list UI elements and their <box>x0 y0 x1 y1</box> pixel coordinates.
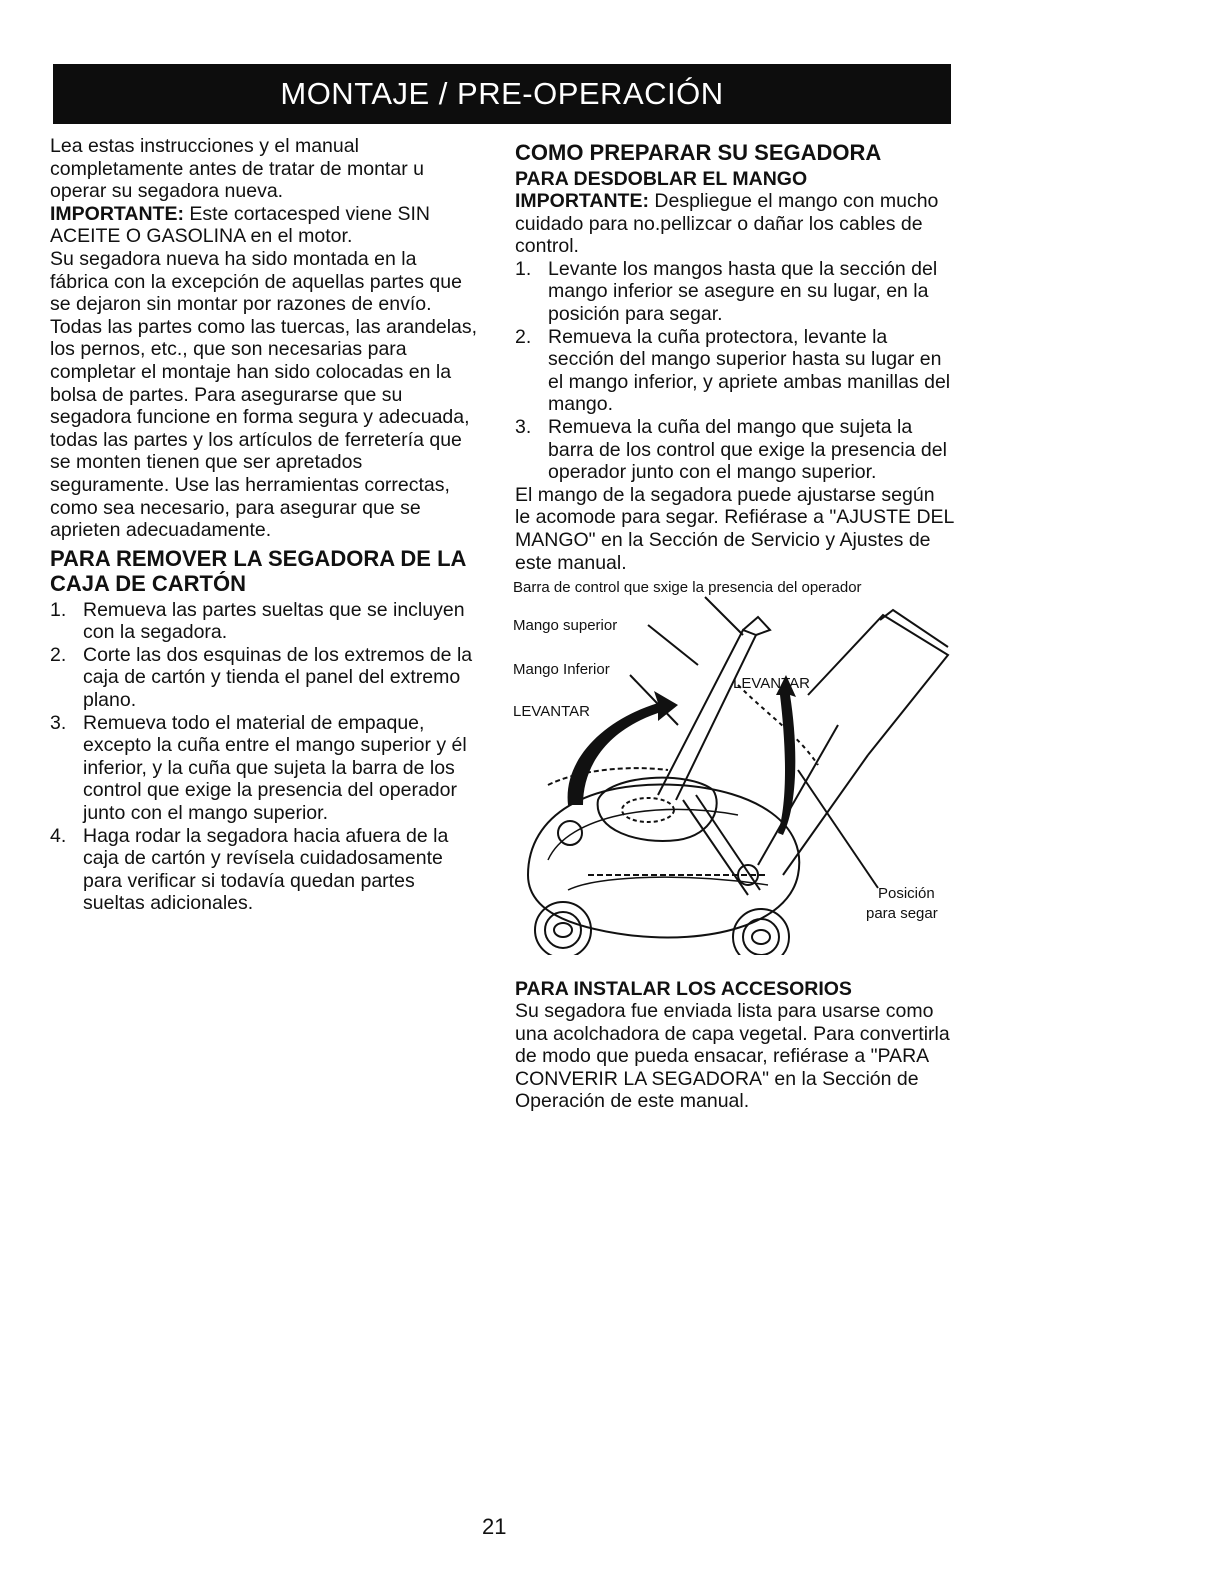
unfold-steps-list <box>515 258 955 484</box>
wheel-rear <box>733 909 789 955</box>
body-paragraph: Su segadora nueva ha sido montada en la fábrica con la excepción de aquellas partes que se dejaron sin montar por razones de envío. Todas las partes como las tuercas, las arandelas, los pernos, etc., que son necesarias para completar el montaje han sido colocadas en la bolsa de partes. Para asegurarse que su segadora funcione en forma segura y adecuada, todas las partes y los artículos de ferretería que se monten tienen que ser apretados seguramente. Use las herramientas correctas, como sea necesario, para asegurar que se aprieten adecuadamente. <box>50 247 478 542</box>
important-text-right: Despliegue el mango con mucho cuidado para no.pellizcar o dañar los cables de control. <box>515 190 939 258</box>
intro-paragraph: Lea estas instrucciones y el manual completamente antes de tratar de montar u operar su segadora nueva. <box>50 135 424 203</box>
unfold-subheading: PARA DESDOBLAR EL MANGO <box>515 168 808 190</box>
section-title: MONTAJE / PRE-OPERACIÓN <box>280 76 724 111</box>
label-control-bar: Barra de control que sxige la presencia del operador <box>513 579 862 596</box>
list-item: 2. Remueva la cuña protectora, levante la sección del mango superior hasta su lugar en el mango inferior, y apriete ambas manillas del mango. <box>515 325 951 416</box>
leader-line-position <box>798 770 878 888</box>
important-label: IMPORTANTE: <box>50 202 184 225</box>
list-item: 1. Levante los mangos hasta que la sección del mango inferior se asegure en su lugar, en la posición para segar. <box>515 257 938 325</box>
remove-heading: PARA REMOVER LA SEGADORA DE LA CAJA DE CARTÓN <box>50 545 466 596</box>
prepare-heading: COMO PREPARAR SU SEGADORA <box>515 140 882 165</box>
accessories-heading: PARA INSTALAR LOS ACCESORIOS <box>515 978 852 1000</box>
important-label-right: IMPORTANTE: <box>515 190 649 212</box>
mower-illustration <box>508 575 958 955</box>
list-item: 3. Remueva todo el material de empaque, excepto la cuña entre el mango superior y él inferior, y la cuña que sujeta la barra de los control que exige la presencia del operador junto con el mango superior. <box>50 711 467 825</box>
label-position: Posición <box>878 885 935 902</box>
label-upper-handle: Mango superior <box>513 617 618 634</box>
right-column <box>515 140 955 574</box>
section-title-banner <box>53 64 951 124</box>
left-column <box>50 135 480 915</box>
remove-steps-list <box>50 599 480 915</box>
label-position-mow: para segar <box>866 905 938 922</box>
mower-deck <box>528 785 799 938</box>
list-item: 3. Remueva la cuña del mango que sujeta la barra de los control que exige la presencia del operador junto con el mango superior. <box>515 415 947 484</box>
label-lift-left: LEVANTAR <box>513 703 590 720</box>
handle-upright <box>658 630 756 800</box>
page-number: 21 <box>482 1514 507 1539</box>
handle-raised-outline <box>808 615 948 755</box>
important-note-right <box>515 190 955 258</box>
adjust-paragraph: El mango de la segadora puede ajustarse según le acomode para segar. Refiérase a "AJUSTE DEL MANGO" en la Sección de Servicio y Ajustes de este manual. <box>515 483 954 574</box>
list-item: 2. Corte las dos esquinas de los extremos de la caja de cartón y tienda el panel del extremo plano. <box>50 643 473 712</box>
important-text: Este cortacesped viene SIN ACEITE O GASOLINA en el motor. <box>50 202 431 248</box>
list-item: 1. Remueva las partes sueltas que se incluyen con la segadora. <box>50 598 465 644</box>
leader-line-bar <box>705 597 743 635</box>
important-note <box>50 203 480 248</box>
lift-arrow-right <box>776 675 796 835</box>
accessories-section <box>515 978 955 1113</box>
label-lower-handle: Mango Inferior <box>513 661 610 678</box>
label-lift-right: LEVANTAR <box>733 675 810 692</box>
list-item: 4. Haga rodar la segadora hacia afuera de la caja de cartón y revísela cuidadosamente para verificar si todavía quedan partes sueltas adicionales. <box>50 824 449 915</box>
leader-line-upper <box>648 625 698 665</box>
accessories-paragraph: Su segadora fue enviada lista para usarse como una acolchadora de capa vegetal. Para convertirla de modo que pueda ensacar, refiérase a "PARA CONVERIR LA SEGADORA" en la Sección de Operación de este manual. <box>515 1000 950 1113</box>
